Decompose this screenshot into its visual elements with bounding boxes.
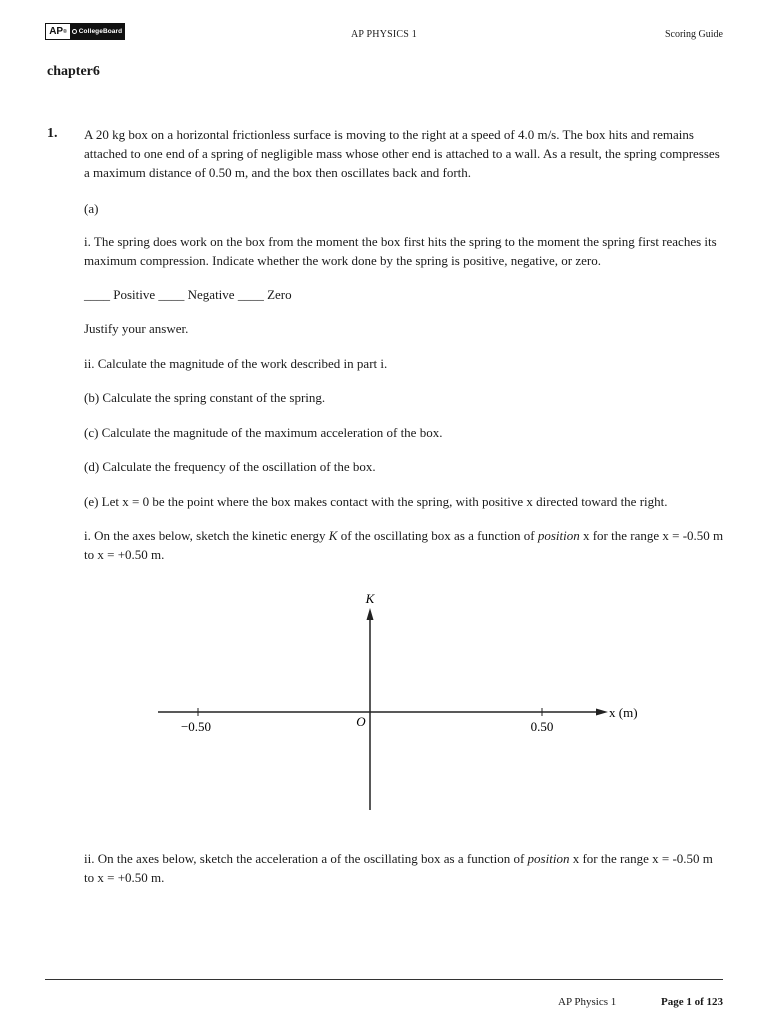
part-a-ii: ii. Calculate the magnitude of the work described in part i. [84, 356, 388, 371]
answer-choices: ____ Positive ____ Negative ____ Zero [84, 287, 292, 302]
part-e-ii: ii. On the axes below, sketch the acceleration a of the oscillating box as a function of position x for the range x = -0.50 m to x = +0.50 m. [84, 851, 713, 885]
part-a-label: (a) [84, 201, 99, 216]
y-axis-arrow-icon [367, 608, 374, 620]
part-d: (d) Calculate the frequency of the oscillation of the box. [84, 459, 376, 474]
x-axis-arrow-icon [596, 709, 608, 716]
part-a-i: i. The spring does work on the box from the moment the box first hits the spring to the moment the spring first reaches its maximum compression. Indicate whether the work done by the spring is positive, negative, or zero. [84, 234, 717, 268]
header-title: AP PHYSICS 1 [351, 29, 417, 40]
logo-ap-mark: AP ® [46, 24, 70, 39]
tick-right-label: 0.50 [530, 719, 554, 734]
logo-collegeboard-mark: CollegeBoard [70, 24, 124, 39]
footer-divider [45, 979, 723, 980]
chapter-title: chapter6 [47, 64, 100, 79]
kinetic-energy-axes [140, 588, 660, 818]
footer-page-number: Page 1 of 123 [660, 996, 723, 1008]
header-scoring-guide: Scoring Guide [664, 29, 723, 40]
part-e: (e) Let x = 0 be the point where the box makes contact with the spring, with positive x directed toward the right. [84, 494, 668, 509]
justify-prompt: Justify your answer. [84, 321, 189, 336]
part-b: (b) Calculate the spring constant of the spring. [84, 390, 326, 405]
footer-course: AP Physics 1 [558, 996, 617, 1008]
origin-label: O [356, 714, 366, 729]
question-stem: A 20 kg box on a horizontal frictionless surface is moving to the right at a speed of 4.0 m/s. The box hits and remains attached to one end of a spring of negligible mass whose other end is attached to a wall. As a result, the spring compresses a maximum distance of 0.50 m, and the box then oscillates back and forth. [84, 127, 720, 180]
question-number: 1. [47, 126, 58, 141]
part-c: (c) Calculate the magnitude of the maximum acceleration of the box. [84, 425, 443, 440]
part-e-i: i. On the axes below, sketch the kinetic energy K of the oscillating box as a function of position x for the range x = -0.50 m to x = +0.50 m. [84, 528, 724, 562]
y-axis-label: K [365, 591, 375, 606]
x-axis-label: x (m) [609, 705, 638, 720]
tick-left-label: −0.50 [180, 719, 212, 734]
